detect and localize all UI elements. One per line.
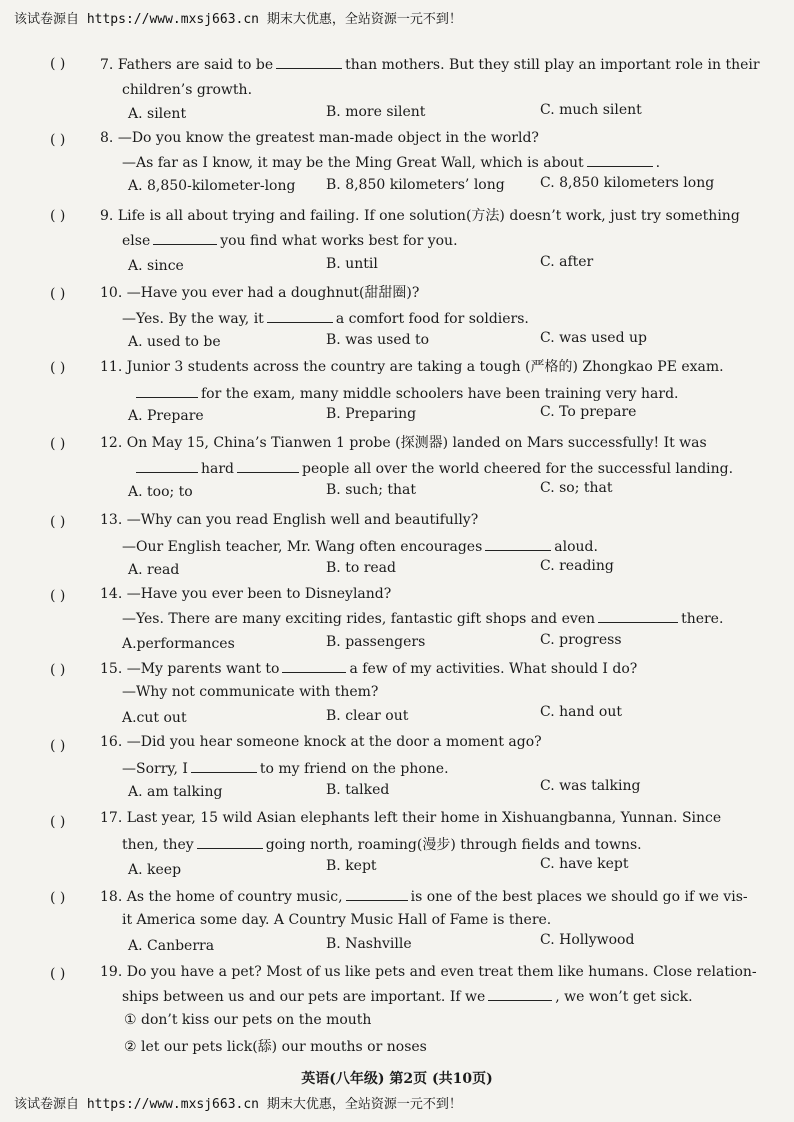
answer-blank [587,152,653,167]
option-c: C. hand out [540,704,622,720]
question-stem-cont: —Sorry, I to my friend on the phone. [122,758,449,779]
option-a: A. am talking [128,784,223,800]
question-stem: 15. —My parents want to a few of my activities. What should I do? [100,658,637,679]
option-b: B. to read [326,560,396,576]
answer-paren: ( ) [50,662,66,678]
option-c: C. To prepare [540,404,637,420]
question-stem-cont: then, they going north, roaming(漫步) through fields and towns. [122,834,642,855]
page-footer: 英语(八年级) 第2页 (共10页) [301,1071,493,1087]
question-stem: 16. —Did you hear someone knock at the door a moment ago? [100,734,542,750]
option-b: B. talked [326,782,390,798]
option-c: C. was talking [540,778,641,794]
answer-paren: ( ) [50,738,66,754]
answer-blank [485,536,551,551]
answer-blank [282,658,346,673]
option-c: C. was used up [540,330,647,346]
answer-paren: ( ) [50,514,66,530]
choice-2: ② let our pets lick(舔) our mouths or noses [124,1039,427,1055]
option-c: C. progress [540,632,622,648]
choice-1: ① don’t kiss our pets on the mouth [124,1012,372,1028]
option-c: C. much silent [540,102,642,118]
source-banner-top: 该试卷源自 https://www.mxsj663.cn 期末大优惠，全站资源一元不到！ [14,12,462,27]
option-c: C. have kept [540,856,629,872]
option-c: C. so; that [540,480,613,496]
answer-paren: ( ) [50,132,66,148]
option-b: B. 8,850 kilometers’ long [326,177,505,193]
option-b: B. kept [326,858,377,874]
answer-paren: ( ) [50,360,66,376]
answer-blank [276,54,342,69]
answer-paren: ( ) [50,208,66,224]
answer-blank [136,458,198,473]
question-stem: 11. Junior 3 students across the country are taking a tough (严格的) Zhongkao PE exam. [100,359,724,375]
answer-paren: ( ) [50,436,66,452]
question-stem: 8. —Do you know the greatest man-made object in the world? [100,130,539,146]
question-stem: 10. —Have you ever had a doughnut(甜甜圈)? [100,285,420,301]
option-c: C. Hollywood [540,932,635,948]
answer-blank [191,758,257,773]
option-c: C. reading [540,558,614,574]
question-stem-cont: —Yes. There are many exciting rides, fantastic gift shops and even there. [122,608,723,629]
option-a: A. used to be [128,334,221,350]
option-a: A.performances [122,636,235,652]
question-stem: 7. Fathers are said to be than mothers. But they still play an important role in their [100,54,760,75]
option-b: B. clear out [326,708,409,724]
answer-blank [136,383,198,398]
answer-blank [153,230,217,245]
question-stem-cont: —As far as I know, it may be the Ming Great Wall, which is about . [122,152,660,173]
answer-paren: ( ) [50,56,66,72]
question-stem-cont: else you find what works best for you. [122,230,458,251]
option-c: C. 8,850 kilometers long [540,175,715,191]
source-banner-bottom: 该试卷源自 https://www.mxsj663.cn 期末大优惠，全站资源一元不到！ [14,1097,462,1112]
question-stem-cont: —Why not communicate with them? [122,684,379,700]
question-stem: 17. Last year, 15 wild Asian elephants left their home in Xishuangbanna, Yunnan. Since [100,810,722,826]
option-a: A. 8,850-kilometer-long [128,178,296,194]
option-b: B. Nashville [326,936,412,952]
question-stem-cont: —Yes. By the way, it a comfort food for soldiers. [122,308,529,329]
option-b: B. passengers [326,634,426,650]
exam-page [0,30,794,1090]
option-a: A. Canberra [128,938,215,954]
answer-blank [197,834,263,849]
question-stem: 19. Do you have a pet? Most of us like pets and even treat them like humans. Close relation- [100,964,757,980]
question-stem-cont: —Our English teacher, Mr. Wang often encourages aloud. [122,536,598,557]
option-b: B. until [326,256,378,272]
question-stem: 14. —Have you ever been to Disneyland? [100,586,392,602]
question-stem-cont: hard people all over the world cheered for the successful landing. [122,458,733,479]
answer-paren: ( ) [50,890,66,906]
answer-blank [237,458,299,473]
option-a: A. silent [128,106,187,122]
answer-blank [267,308,333,323]
question-stem: 13. —Why can you read English well and beautifully? [100,512,479,528]
option-b: B. such; that [326,482,417,498]
answer-paren: ( ) [50,286,66,302]
answer-paren: ( ) [50,588,66,604]
option-c: C. after [540,254,594,270]
question-stem: 12. On May 15, China’s Tianwen 1 probe (探测器) landed on Mars successfully! It was [100,435,707,451]
question-stem: 9. Life is all about trying and failing. If one solution(方法) doesn’t work, just try something [100,208,740,224]
option-a: A. read [128,562,180,578]
question-stem-cont: for the exam, many middle schoolers have been training very hard. [122,383,679,404]
option-b: B. Preparing [326,406,417,422]
question-stem-cont: ships between us and our pets are important. If we , we won’t get sick. [122,986,693,1007]
question-stem: 18. As the home of country music, is one of the best places we should go if we vis- [100,886,748,907]
answer-blank [598,608,678,623]
option-a: A. too; to [128,484,193,500]
answer-blank [488,986,552,1001]
answer-paren: ( ) [50,814,66,830]
option-a: A. Prepare [128,408,204,424]
option-b: B. more silent [326,104,426,120]
option-b: B. was used to [326,332,430,348]
option-a: A.cut out [122,710,187,726]
question-stem-cont: children’s growth. [122,82,253,98]
option-a: A. since [128,258,184,274]
answer-paren: ( ) [50,966,66,982]
answer-blank [346,886,408,901]
option-a: A. keep [128,862,182,878]
question-stem-cont: it America some day. A Country Music Hall of Fame is there. [122,912,552,928]
